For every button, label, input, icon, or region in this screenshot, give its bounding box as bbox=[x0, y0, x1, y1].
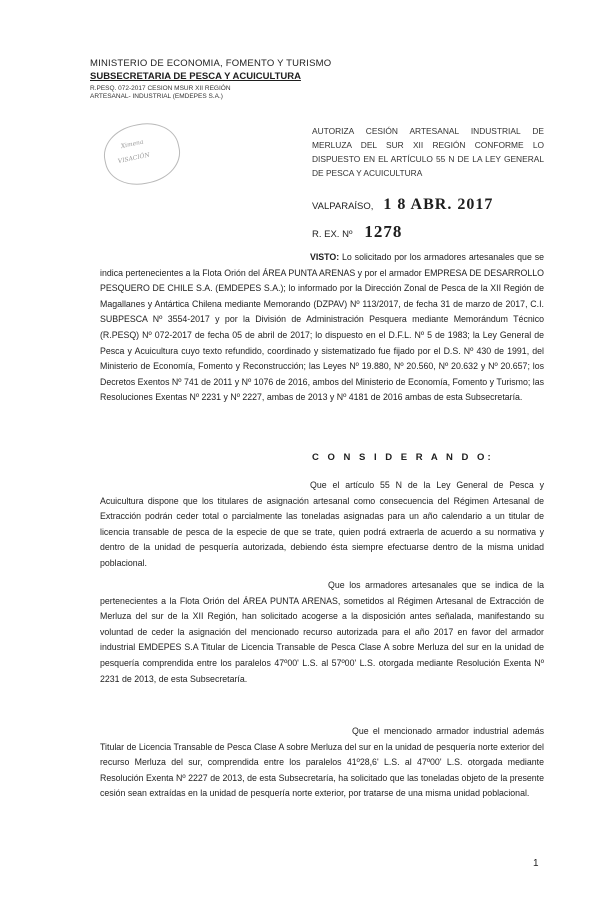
considerando-paragraph-2 bbox=[100, 578, 544, 687]
page-number: 1 bbox=[533, 858, 539, 869]
city: VALPARAÍSO, bbox=[312, 201, 374, 212]
resolution-title: AUTORIZA CESIÓN ARTESANAL INDUSTRIAL DE MERLUZA DEL SUR XII REGIÓN CONFORME LO DISPUESTO EN EL ARTÍCULO 55 N DE LA LEY GENERAL DE PESCA Y ACUICULTURA bbox=[312, 126, 544, 178]
paragraph-text: Que los armadores artesanales que se indica de la pertenecientes a la Flota Orión del ÁREA PUNTA ARENAS, sometidos al Régimen Artesanal de Extracción de Merluza del sur de la XII Región, han solicitado acogerse a la disposición antes señalada, manifestando su voluntad de ceder la asignación del mencionado recurso autorizada para el año 2017 en favor del armador industrial EMDEPES S.A Titular de Licencia Transable de Pesca Clase A sobre Merluza del sur en la unidad de pesquería comprendida entre los paralelos 47º00' L.S. al 57º00' L.S. otorgada mediante Resolución Exenta Nº 2231 de 2013, de esta Subsecretaría. bbox=[100, 580, 544, 684]
resolution-label: R. EX. Nº bbox=[312, 229, 353, 240]
considerando-paragraph-1 bbox=[100, 478, 544, 572]
visto-lead: VISTO: bbox=[310, 252, 340, 262]
considerando-heading: C O N S I D E R A N D O: bbox=[312, 452, 494, 463]
paragraph-text: Que el mencionado armador industrial además Titular de Licencia Transable de Pesca Clase A sobre Merluza del sur en la unidad de pesquería norte exterior del recurso Merluza del sur, comprendida entre los paralelos 41º28,6' L.S. al 47º00' L.S. otorgada mediante Resolución Exenta Nº 2227 de 2013, de esta Subsecretaría, ha solicitado que las toneladas objeto de la presente cesión sean extraídas en la unidad de pesquería norte exterior, por tratarse de una misma unidad poblacional. bbox=[100, 726, 544, 799]
file-reference: R.PESQ. 072-2017 CESION MSUR XII REGIÓN bbox=[90, 85, 231, 92]
file-reference-detail: ARTESANAL- INDUSTRIAL (EMDEPES S.A.) bbox=[90, 93, 223, 100]
letterhead bbox=[90, 58, 350, 100]
resolution-number-value: 1278 bbox=[364, 222, 403, 241]
resolution-number bbox=[312, 222, 402, 242]
considerando-paragraph-3 bbox=[100, 724, 544, 802]
visto-text: Lo solicitado por los armadores artesanales que se indica pertenecientes a la Flota Orión del ÁREA PUNTA ARENAS y por el armador EMPRESA DE DESARROLLO PESQUERO DE CHILE S.A. (EMDEPES S.A.); lo informado por la Dirección Zonal de Pesca de la XII Región de Magallanes y Antártica Chilena mediante Memorando (DZPAV) Nº 113/2017, de fecha 31 de marzo de 2017, C.I. SUBPESCA Nº 3554-2017 y por la División de Administración Pesquera mediante Memorándum Técnico (R.PESQ) Nº 072-2017 de fecha 05 de abril de 2017; lo dispuesto en el D.F.L. Nº 5 de 1983; la Ley General de Pesca y Acuicultura cuyo texto refundido, coordinado y sistematizado fue fijado por el D.S. Nº 430 de 1991, del Ministerio de Economía, Fomento y Reconstrucción; las Leyes Nº 19.880, Nº 20.560, Nº 20.632 y Nº 20.657; los Decretos Exentos Nº 741 de 2011 y Nº 1076 de 2016, ambos del Ministerio de Economía, Fomento y Turismo; las Resoluciones Exentas Nº 2231 y Nº 2227, ambas de 2013 y Nº 4181 de 2016 ambas de esta Subsecretaría. bbox=[100, 252, 544, 403]
place-date bbox=[312, 196, 493, 214]
paragraph-text: Que el artículo 55 N de la Ley General de Pesca y Acuicultura dispone que los titulares de asignación artesanal como consecuencia del Régimen Artesanal de Extracción podrán ceder total o parcialmente las toneladas asignadas para un año calendario a un titular de licencia transable de pesca de la especie de que se trate, quien podrá extraerla de acuerdo a su normativa y dentro de la unidad de pesquería autorizada, debiendo ésta siempre efectuarse dentro de la misma unidad poblacional. bbox=[100, 480, 544, 568]
date-stamp: 1 8 ABR. 2017 bbox=[383, 196, 494, 213]
visto-paragraph bbox=[100, 250, 544, 406]
ministry-name: MINISTERIO DE ECONOMIA, FOMENTO Y TURISMO bbox=[90, 58, 332, 69]
stamp-line-2: VISACIÓN bbox=[117, 151, 151, 166]
subsecretariat-name: SUBSECRETARIA DE PESCA Y ACUICULTURA bbox=[90, 71, 301, 82]
stamp-line-1: Ximena bbox=[120, 138, 145, 151]
visa-stamp bbox=[99, 117, 186, 191]
